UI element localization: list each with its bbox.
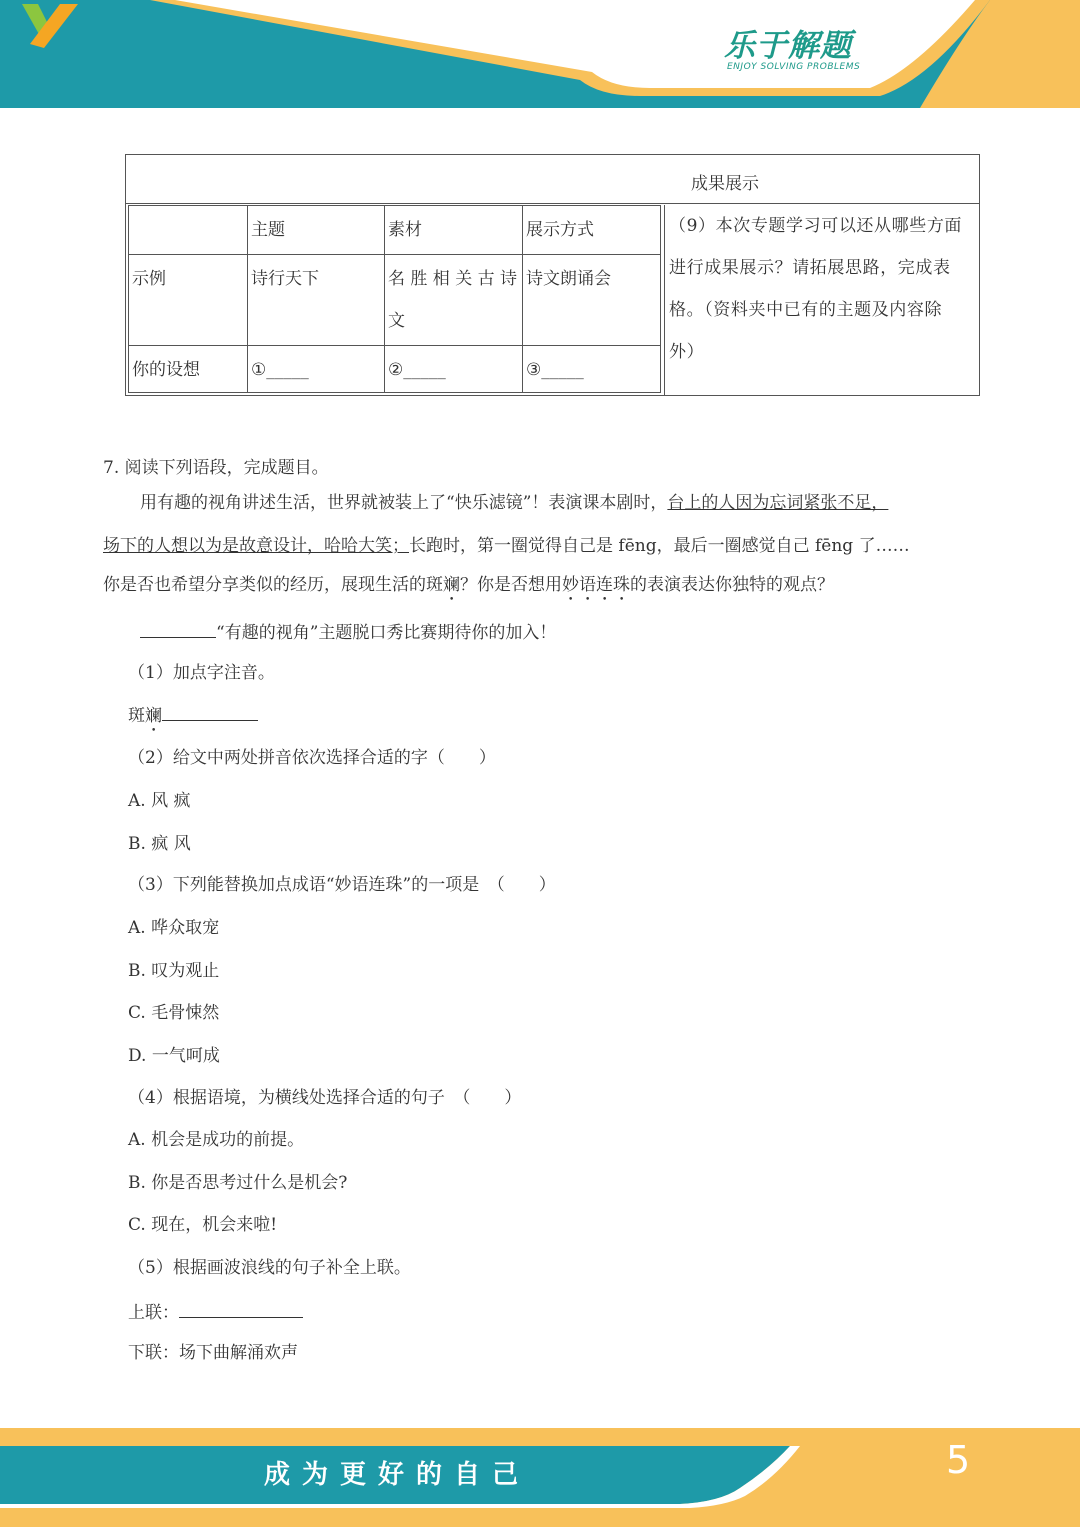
sub-question-3: （3）下列能替换加点成语“妙语连珠”的一项是 （ ） — [128, 875, 556, 895]
passage-text: “有趣的视角”主题脱口秀比赛期待你的加入！ — [216, 623, 557, 643]
couplet-upper — [128, 1299, 303, 1325]
yours-blank-2: ②_____ — [388, 360, 446, 380]
pinyin-blank[interactable] — [162, 702, 258, 721]
couplet-upper-blank[interactable] — [179, 1299, 303, 1318]
answer-blank[interactable] — [140, 619, 216, 638]
row-divider — [129, 345, 660, 346]
q9-line: （9）本次专题学习可以还从哪些方面 — [669, 216, 963, 236]
q7-title: 7. 阅读下列语段，完成题目。 — [103, 458, 329, 478]
page-number: 5 — [946, 1438, 971, 1482]
example-material-line1: 名 胜 相 关 古 诗 — [388, 269, 518, 289]
option-2a[interactable]: A. 风 疯 — [128, 791, 191, 811]
sub-question-1: （1）加点字注音。 — [128, 663, 275, 683]
table-title-row — [126, 155, 979, 204]
page-header — [0, 0, 1080, 110]
logo-title: 乐于解题 — [724, 28, 852, 64]
option-3c[interactable]: C. 毛骨悚然 — [128, 1003, 220, 1023]
word-char: 斑 — [128, 706, 145, 726]
passage-text: 用有趣的视角讲述生活，世界就被装上了“快乐滤镜”！表演课本剧时， — [140, 493, 668, 513]
row-divider — [129, 254, 660, 255]
head-mode: 展示方式 — [526, 220, 594, 240]
q9-line: 格。（资料夹中已有的主题及内容除 — [669, 300, 943, 320]
option-4c[interactable]: C. 现在，机会来啦! — [128, 1215, 278, 1235]
passage-line-4 — [140, 619, 556, 645]
yours-label: 你的设想 — [132, 360, 200, 380]
option-3a[interactable]: A. 哗众取宠 — [128, 918, 220, 938]
head-theme: 主题 — [251, 220, 285, 240]
q9-line: 进行成果展示？请拓展思路，完成表 — [669, 258, 951, 278]
wavy-sentence-part1: 台上的人因为忘词紧张不足， — [667, 493, 889, 513]
pinyin-answer-line — [128, 702, 258, 736]
logo-subtitle: ENJOY SOLVING PROBLEMS — [727, 62, 861, 72]
option-3d[interactable]: D. 一气呵成 — [128, 1046, 220, 1066]
passage-text: 长跑时，第一圈觉得自己是 fēng，最后一圈感觉自己 fēng 了…… — [409, 536, 910, 556]
q9-line: 外） — [669, 342, 705, 362]
passage-line-2 — [103, 534, 910, 558]
yours-blank-3: ③_____ — [526, 360, 584, 380]
wavy-sentence-part2: 场下的人想以为是故意设计，哈哈大笑； — [103, 536, 409, 556]
sub-question-5: （5）根据画波浪线的句子补全上联。 — [128, 1258, 411, 1278]
plan-table — [128, 205, 661, 393]
passage-line-1 — [140, 491, 888, 515]
footer-slogan: 成为更好的自己 — [264, 1460, 531, 1490]
example-material-line2: 文 — [388, 311, 405, 331]
dotted-char: 斓 — [443, 575, 460, 595]
dotted-char: 斓 — [145, 706, 162, 726]
logo-icon — [0, 0, 78, 48]
dotted-idiom: 妙语连珠 — [562, 575, 630, 595]
footer-banner — [0, 1428, 1080, 1527]
head-material: 素材 — [388, 220, 422, 240]
example-mode: 诗文朗诵会 — [526, 269, 611, 289]
table-title: 成果展示 — [691, 174, 759, 194]
passage-line-3 — [103, 573, 834, 605]
question-9-cell — [664, 205, 979, 395]
sub-question-4: （4）根据语境，为横线处选择合适的句子 （ ） — [128, 1088, 522, 1108]
option-2b[interactable]: B. 疯 风 — [128, 834, 191, 854]
passage-text: 你是否也希望分享类似的经历，展现生活的斑 — [103, 575, 443, 595]
couplet-lower: 下联：场下曲解涌欢声 — [128, 1343, 298, 1363]
example-label: 示例 — [132, 269, 166, 289]
couplet-upper-label: 上联： — [128, 1303, 179, 1323]
result-table — [125, 154, 980, 396]
page-footer — [0, 1428, 1080, 1527]
yours-blank-1: ①_____ — [251, 360, 309, 380]
header-banner — [0, 0, 1080, 110]
option-4b[interactable]: B. 你是否思考过什么是机会? — [128, 1173, 348, 1193]
option-3b[interactable]: B. 叹为观止 — [128, 961, 220, 981]
option-4a[interactable]: A. 机会是成功的前提。 — [128, 1130, 305, 1150]
passage-text: 的表演表达你独特的观点？ — [630, 575, 834, 595]
sub-question-2: （2）给文中两处拼音依次选择合适的字（ ） — [128, 748, 496, 768]
passage-text: ？你是否想用 — [460, 575, 562, 595]
example-theme: 诗行天下 — [251, 269, 319, 289]
